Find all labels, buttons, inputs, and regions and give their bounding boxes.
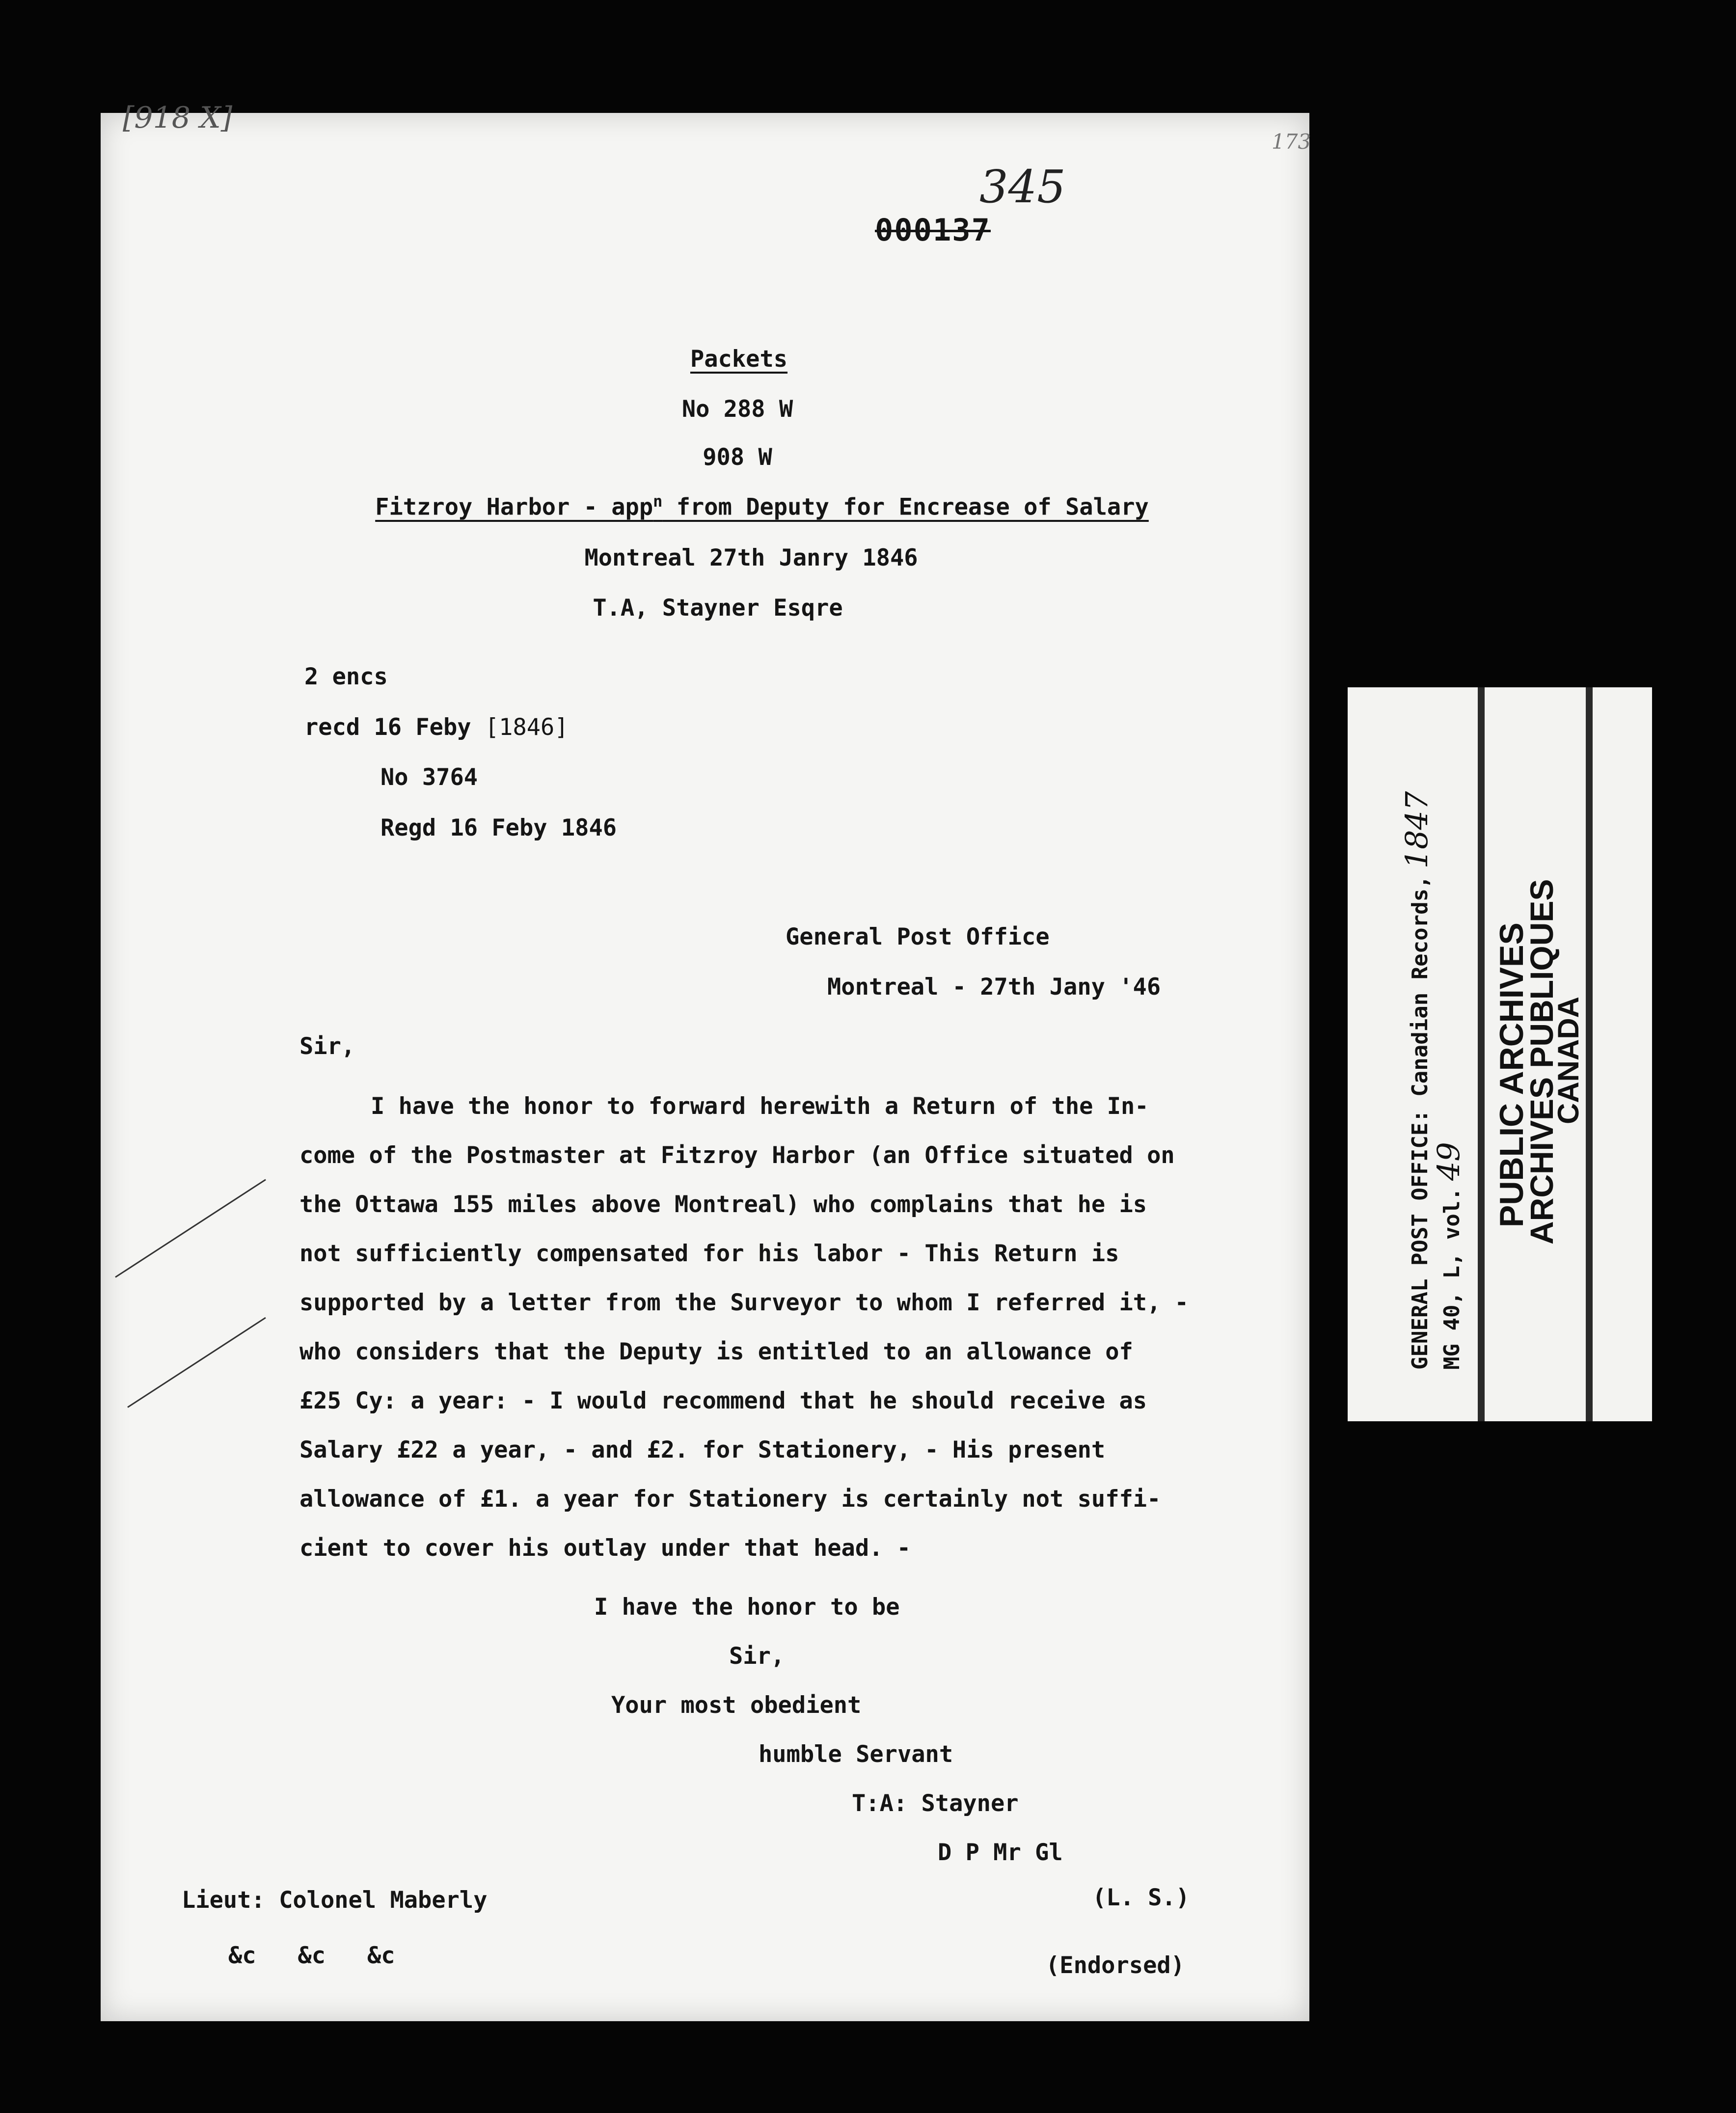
archives-stamp-line-3: CANADA bbox=[1552, 997, 1585, 1124]
body-line: I have the honor to forward herewith a Return of the In- bbox=[371, 1093, 1149, 1120]
signature-title: D P Mr Gl bbox=[938, 1839, 1063, 1866]
volume-handwritten: 49 bbox=[1431, 1142, 1466, 1181]
received-date: recd 16 Feby [1846] bbox=[304, 714, 569, 741]
subject-line: Fitzroy Harbor - app$^n$ from Deputy for Encrease of Salary bbox=[375, 492, 1149, 521]
margin-pen-stroke bbox=[127, 1317, 266, 1408]
addressee: Lieut: Colonel Maberly bbox=[182, 1887, 488, 1914]
body-line: come of the Postmaster at Fitzroy Harbor (an Office situated on bbox=[299, 1142, 1175, 1169]
header-from: T.A, Stayner Esqre bbox=[593, 595, 843, 622]
body-line: who considers that the Deputy is entitled to an allowance of bbox=[299, 1338, 1133, 1365]
signature: T:A: Stayner bbox=[852, 1790, 1019, 1817]
body-line: £25 Cy: a year: - I would recommend that he should receive as bbox=[299, 1387, 1147, 1414]
closing-line: I have the honor to be bbox=[594, 1594, 900, 1621]
body-line: supported by a letter from the Surveyor to whom I referred it, - bbox=[299, 1289, 1189, 1316]
salutation: Sir, bbox=[299, 1033, 355, 1060]
body-line: the Ottawa 155 miles above Montreal) who complains that he is bbox=[299, 1191, 1147, 1218]
annotation-top-left: [918 X] bbox=[123, 101, 233, 135]
folio-number: 345 bbox=[979, 161, 1066, 213]
closing-line: humble Servant bbox=[759, 1741, 953, 1768]
annotation-top-right: 173 bbox=[1272, 130, 1311, 154]
year-handwritten: 1847 bbox=[1399, 791, 1435, 869]
seal-mark: (L. S.) bbox=[1092, 1884, 1190, 1911]
etc-line: &c &c &c bbox=[228, 1942, 395, 1969]
folio-number-old: 000137 bbox=[875, 212, 991, 248]
header-date: Montreal 27th Janry 1846 bbox=[584, 544, 918, 571]
archive-label-strip bbox=[1348, 687, 1652, 1421]
record-group-line: GENERAL POST OFFICE: Canadian Records,1847 bbox=[1399, 791, 1435, 1370]
archives-stamp-line-1: PUBLIC ARCHIVES bbox=[1493, 922, 1530, 1227]
closing-line: Your most obedient bbox=[611, 1692, 862, 1719]
body-line: not sufficiently compensated for his labor - This Return is bbox=[299, 1240, 1119, 1267]
closing-line: Sir, bbox=[729, 1643, 785, 1670]
registry-number: No 3764 bbox=[380, 764, 478, 791]
margin-pen-stroke bbox=[115, 1179, 266, 1277]
document-page bbox=[101, 101, 1311, 2021]
body-line: cient to cover his outlay under that head. - bbox=[299, 1535, 911, 1562]
packet-number-1: No 288 W bbox=[681, 396, 793, 423]
letter-place-date: Montreal - 27th Jany '46 bbox=[827, 974, 1161, 1001]
archives-stamp-line-2: ARCHIVES PUBLIQUES bbox=[1523, 879, 1560, 1245]
volume-line: MG 40, L, vol.49 bbox=[1431, 1142, 1466, 1370]
body-line: Salary £22 a year, - and £2. for Stationery, - His present bbox=[299, 1436, 1106, 1463]
letter-office: General Post Office bbox=[786, 923, 1050, 950]
registered-date: Regd 16 Feby 1846 bbox=[380, 814, 617, 841]
enclosures: 2 encs bbox=[304, 663, 388, 690]
received-year: [1846] bbox=[485, 714, 569, 741]
body-line: allowance of £1. a year for Stationery is certainly not suffi- bbox=[299, 1486, 1161, 1513]
packet-number-2: 908 W bbox=[703, 444, 772, 471]
endorsed-note: (Endorsed) bbox=[1046, 1952, 1185, 1979]
heading-packets: Packets bbox=[690, 346, 788, 373]
